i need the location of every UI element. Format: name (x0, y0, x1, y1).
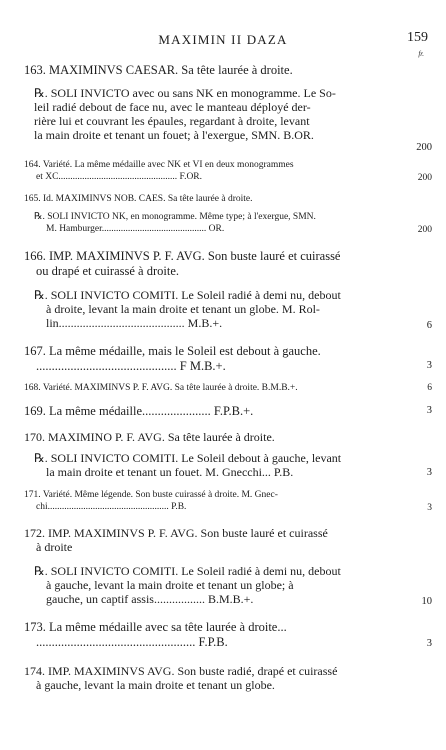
price-unit-label: fr. (418, 50, 424, 58)
price-165: 200 (417, 225, 432, 235)
catalog-entry-169: 169. La même médaille...................... F.P.B.+. (24, 404, 254, 418)
price-164: 200 (417, 173, 432, 183)
catalog-entry-165: 165. Id. MAXIMINVS NOB. CAES. Sa tête laurée à droite. (24, 194, 253, 204)
price-173: 3 (426, 638, 432, 649)
catalog-entry-173: 173. La même médaille avec sa tête laurée à droite... ................................................... F.P.B. (24, 620, 287, 649)
catalog-entry-165-reverse: ℞. SOLI INVICTO NK, en monogramme. Même type; à l'exergue, SMN. M. Hamburger............................................ OR. (34, 212, 316, 234)
catalog-entry-174: 174. IMP. MAXIMINVS AVG. Son buste radié, drapé et cuirassé à gauche, levant la main droite et tenant un globe. (24, 664, 338, 692)
price-170: 3 (426, 467, 432, 478)
catalog-entry-163: 163. MAXIMINVS CAESAR. Sa tête laurée à droite. (24, 63, 293, 77)
page-number: 159 (407, 30, 428, 45)
price-171: 3 (427, 503, 432, 513)
catalog-entry-168: 168. Variété. MAXIMINVS P. F. AVG. Sa tête laurée à droite. B.M.B.+. (24, 383, 298, 393)
price-167: 3 (426, 360, 432, 371)
running-header: MAXIMIN II DAZA (158, 32, 288, 47)
catalog-entry-172: 172. IMP. MAXIMINVS P. F. AVG. Son buste lauré et cuirassé à droite (24, 526, 328, 554)
catalog-entry-170-reverse: ℞. SOLI INVICTO COMITI. Le Soleil debout à gauche, levant la main droite et tenant un fouet. M. Gnecchi... P.B. (34, 451, 342, 479)
price-172: 10 (421, 596, 432, 607)
price-169: 3 (426, 405, 432, 416)
catalog-entry-170: 170. MAXIMINO P. F. AVG. Sa tête laurée à droite. (24, 430, 275, 444)
price-166: 6 (426, 320, 432, 331)
catalog-entry-171: 171. Variété. Même légende. Son buste cuirassé à droite. M. Gnec- chi................................................... P.B. (24, 490, 278, 512)
catalog-entry-166: 166. IMP. MAXIMINVS P. F. AVG. Son buste lauré et cuirassé ou drapé et cuirassé à droite. (24, 249, 341, 278)
catalog-entry-166-reverse: ℞. SOLI INVICTO COMITI. Le Soleil radié à demi nu, debout à droite, levant la main droite et tenant un globe. M. Rol- lin.......................................... M.B.+. (34, 288, 341, 330)
catalog-entry-164: 164. Variété. La même médaille avec NK et VI en deux monogrammes et XC.................................................. F.OR. (24, 160, 294, 182)
catalog-entry-167: 167. La même médaille, mais le Soleil est debout à gauche. ............................................. F M.B.+. (24, 344, 321, 373)
catalog-entry-163-reverse: ℞. SOLI INVICTO avec ou sans NK en monogramme. Le So- leil radié debout de face nu, avec le manteau déployé der- rière lui et couvrant les épaules, regardant à droite, levant la main droite et tenant un fouet; à l'exergue, SMN. B.OR. (34, 86, 336, 142)
price-163: 200 (416, 142, 432, 153)
catalog-entry-172-reverse: ℞. SOLI INVICTO COMITI. Le Soleil radié à demi nu, debout à gauche, levant la main droite et tenant un globe; à gauche, un captif assis................. B.M.B.+. (34, 564, 341, 606)
price-168: 6 (427, 383, 432, 393)
